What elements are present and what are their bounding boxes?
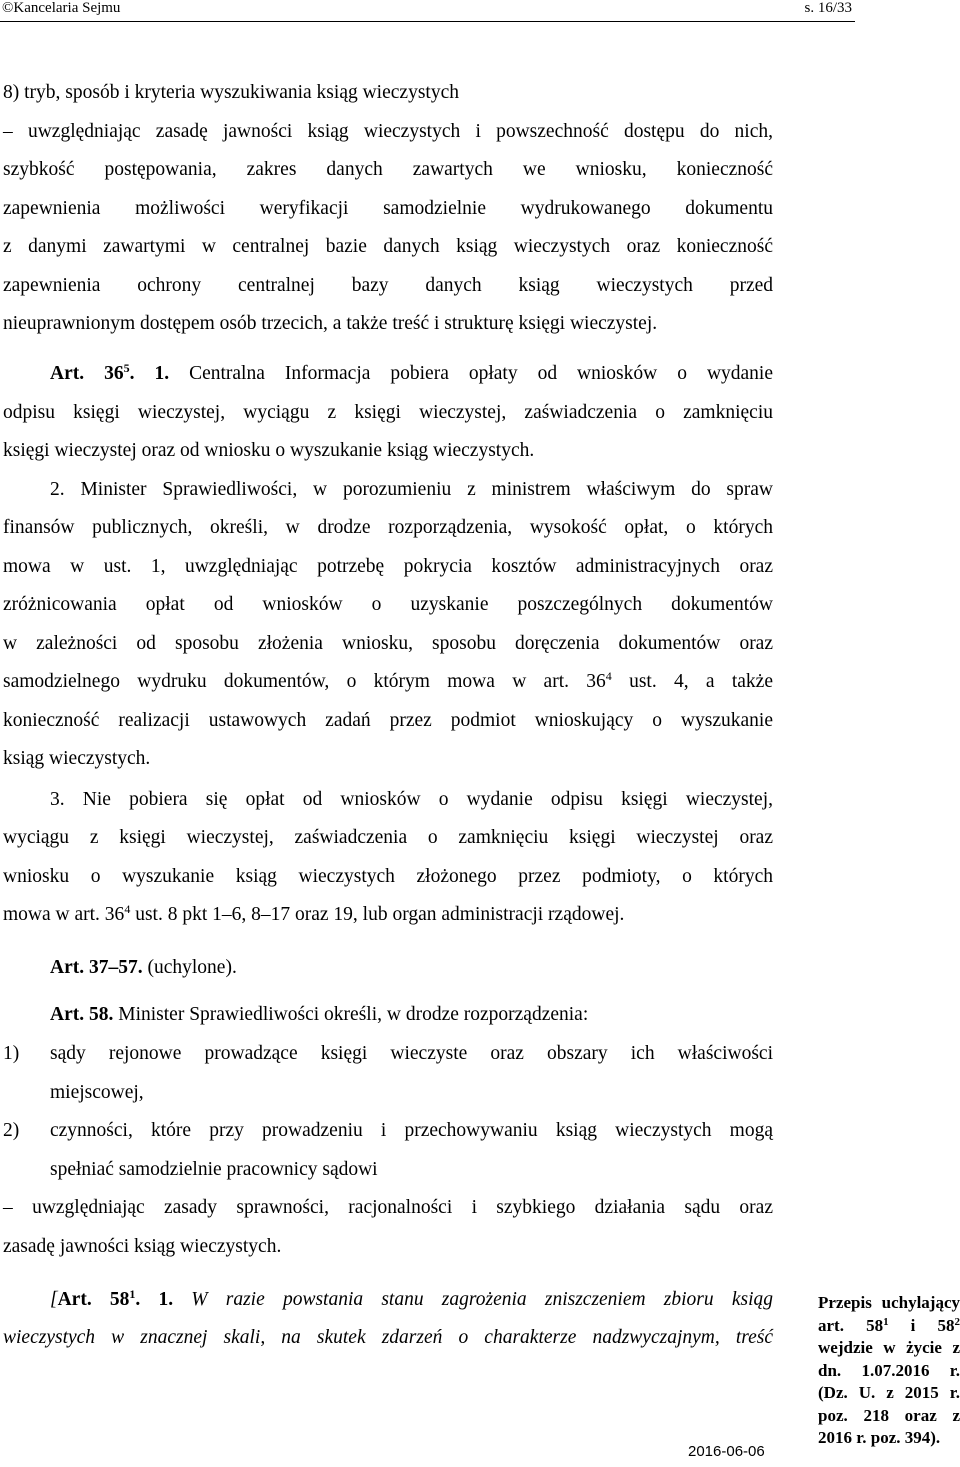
text-line: zasadę jawności ksiąg wieczystych. [3, 1236, 282, 1257]
text-line: zapewnienia możliwości weryfikacji samodzielnie wydrukowanego dokumentu [3, 198, 773, 219]
text-line: wyciągu z księgi wieczystej, zaświadczenia o zamknięciu księgi wieczystej oraz [3, 827, 773, 848]
article-58-heading-line [50, 1005, 820, 1025]
text-line: nieuprawnionym dostępem osób trzecich, a także treść i strukturę księgi wieczystej. [3, 313, 658, 334]
article-36-5-heading-line [50, 361, 774, 384]
margin-note-text: w życie z dn. 1.07.2016 r. (Dz. U. z 2015 r. poz. 218 oraz z 2016 r. poz. 394). [818, 1338, 960, 1447]
margin-note-text: Przepis uchylający art. [818, 1293, 960, 1335]
superscript: 1 [883, 1315, 889, 1328]
text-line: spełniać samodzielnie pracownicy sądowi [50, 1159, 378, 1180]
text-segment: mowa w art. 36 [3, 904, 125, 925]
article-text: (uchylone). [142, 957, 237, 978]
text-line [3, 669, 773, 692]
text-line: 2. Minister Sprawiedliwości, w porozumieniu z ministrem właściwym do spraw [50, 479, 773, 500]
list-number: 1) [3, 1043, 20, 1064]
text-segment: ust. 4, a także [611, 671, 773, 692]
text-line: finansów publicznych, określi, w drodze rozporządzenia, wysokość opłat, o których [3, 517, 773, 538]
text-line: odpisu księgi wieczystej, wyciągu z księgi wieczystej, zaświadczenia o zamknięciu [3, 402, 773, 423]
text-line: konieczność realizacji ustawowych zadań przez podmiot wnioskujący o wyszukanie [3, 710, 773, 731]
article-58-1-heading-line [50, 1287, 773, 1310]
article-text: W razie powstania stanu zagrożenia zniszczeniem zbioru ksiąg [173, 1289, 773, 1310]
header-rule [0, 21, 855, 22]
article-number: Art. 37–57. [50, 957, 143, 978]
article-37-57-line [50, 958, 820, 978]
text-line: czynności, które przy prowadzeniu i przechowywaniu ksiąg wieczystych mogą [50, 1120, 773, 1141]
footer-date: 2016-06-06 [688, 1443, 765, 1460]
article-text: Minister Sprawiedliwości określi, w drodze rozporządzenia: [113, 1004, 589, 1025]
superscript: 4 [124, 902, 131, 916]
text-line: sądy rejonowe prowadzące księgi wieczyste oraz obszary ich właściwości [50, 1043, 773, 1064]
text-line: 8) tryb, sposób i kryteria wyszukiwania ksiąg wieczystych [3, 82, 459, 103]
text-line: – uwzględniając zasady sprawności, racjonalności i szybkiego działania sądu oraz [3, 1197, 773, 1218]
text-line: mowa w ust. 1, uwzględniając potrzebę pokrycia kosztów administracyjnych oraz [3, 556, 773, 577]
text-line: z danymi zawartymi w centralnej bazie danych ksiąg wieczystych oraz konieczność [3, 236, 773, 257]
superscript: 4 [605, 669, 612, 683]
superscript: 2 [954, 1315, 960, 1328]
text-line: szybkość postępowania, zakres danych zawartych we wniosku, konieczność [3, 159, 773, 180]
list-number: 2) [3, 1120, 20, 1141]
superscript: 5 [123, 361, 130, 375]
text-line: ksiąg wieczystych. [3, 748, 151, 769]
text-segment: ust. 8 pkt 1–6, 8–17 oraz 19, lub organ administracji rządowej. [130, 904, 625, 925]
bracket: [ [50, 1289, 58, 1310]
superscript: 1 [129, 1287, 136, 1301]
text-segment: samodzielnego wydruku dokumentów, o którym mowa w art. 36 [3, 671, 606, 692]
article-number: Art. 58. [50, 1004, 114, 1025]
text-line: wniosku o wyszukanie ksiąg wieczystych złożonego przez podmioty, o których [3, 866, 773, 887]
article-number: Art. 36 [50, 363, 124, 384]
margin-note [818, 1292, 960, 1450]
text-line: miejscowej, [50, 1082, 144, 1103]
text-line [3, 902, 773, 925]
text-line: 3. Nie pobiera się opłat od wniosków o wydanie odpisu księgi wieczystej, [50, 789, 773, 810]
text-line: zróżnicowania opłat od wniosków o uzyskanie poszczególnych dokumentów [3, 594, 773, 615]
article-text: Centralna Informacja pobiera opłaty od wniosków o wydanie [169, 363, 774, 384]
text-line: w zależności od sposobu złożenia wniosku, sposobu doręczenia dokumentów oraz [3, 633, 773, 654]
text-line: księgi wieczystej oraz od wniosku o wyszukanie ksiąg wieczystych. [3, 440, 535, 461]
text-line: zapewnienia ochrony centralnej bazy danych ksiąg wieczystych przed [3, 275, 773, 296]
page-header [0, 0, 960, 24]
text-line: – uwzględniając zasadę jawności ksiąg wieczystych i powszechność dostępu do nich, [3, 121, 773, 142]
header-page-number: s. 16/33 [804, 0, 852, 16]
article-number-suffix: . 1. [129, 363, 170, 384]
margin-note-text: i 58 [888, 1315, 955, 1335]
article-number-suffix: . 1. [135, 1289, 174, 1310]
margin-note-text: wejdzie [818, 1338, 873, 1357]
article-number: Art. 58 [57, 1289, 130, 1310]
header-source: ©Kancelaria Sejmu [2, 0, 121, 16]
margin-note-text: 58 [866, 1315, 884, 1335]
text-line: wieczystych w znacznej skali, na skutek zdarzeń o charakterze nadzwyczajnym, treść [3, 1327, 773, 1348]
